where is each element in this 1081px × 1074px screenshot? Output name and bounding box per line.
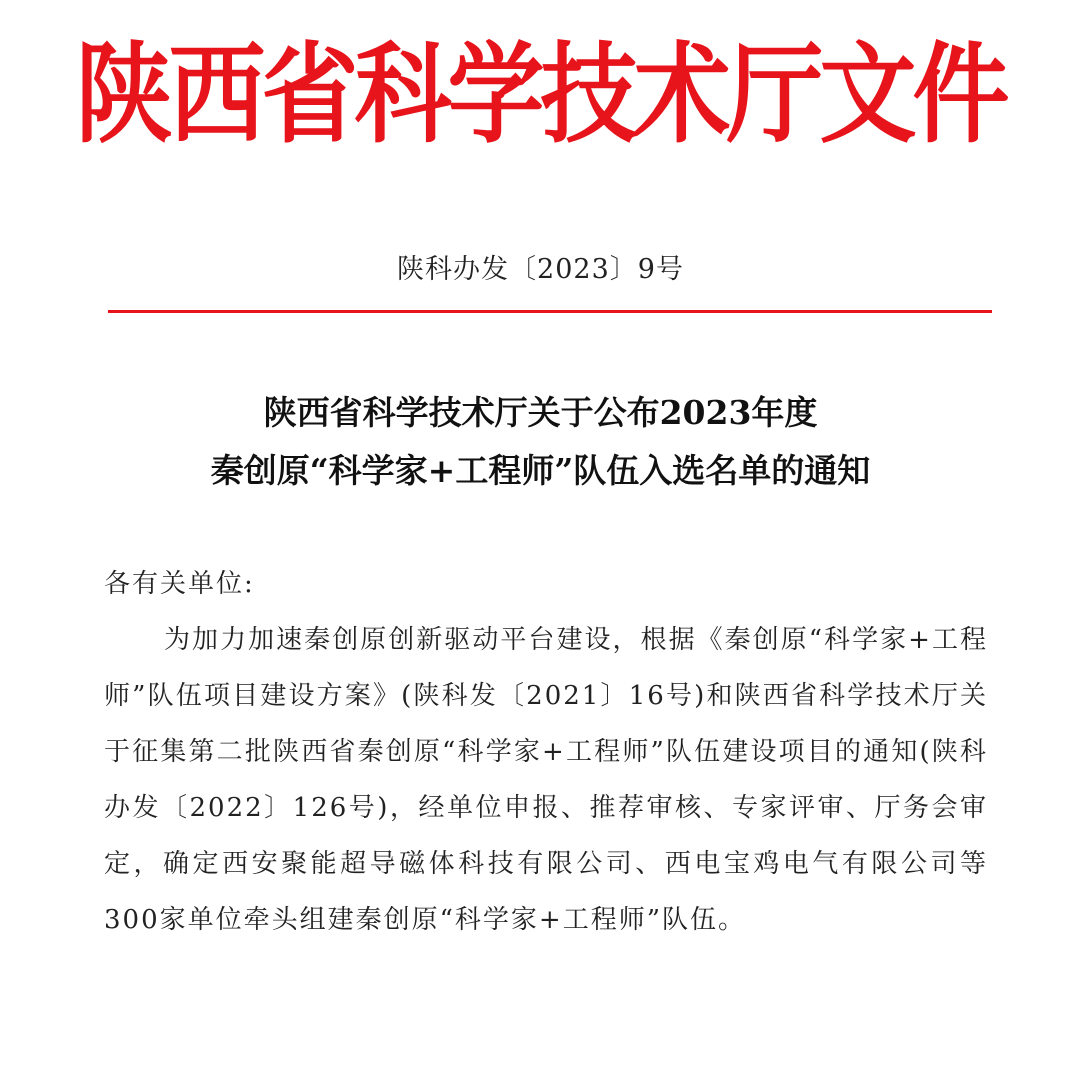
notice-title-line-1: 陕西省科学技术厅关于公布2023年度 <box>263 393 818 432</box>
masthead-title: 陕西省科学技术厅文件 <box>75 30 1006 158</box>
document-number: 陕科办发〔2023〕9号 <box>397 254 684 285</box>
red-divider <box>108 310 992 313</box>
salutation: 各有关单位: <box>104 569 255 599</box>
notice-title-line-2: 秦创原“科学家+工程师”队伍入选名单的通知 <box>210 451 871 490</box>
body-paragraph: 为加力加速秦创原创新驱动平台建设，根据《秦创原“科学家+工程师”队伍项目建设方案》(陕科发〔2021〕16号)和陕西省科学技术厅关于征集第二批陕西省秦创原“科学家+工程师”队伍建设项目的通知(陕科办发〔2022〕126号)，经单位申报、推荐审核、专家评审、厅务会审定，确定西安聚能超导磁体科技有限公司、西电宝鸡电气有限公司等300家单位牵头组建秦创原“科学家+工程师”队伍。 <box>104 625 988 935</box>
